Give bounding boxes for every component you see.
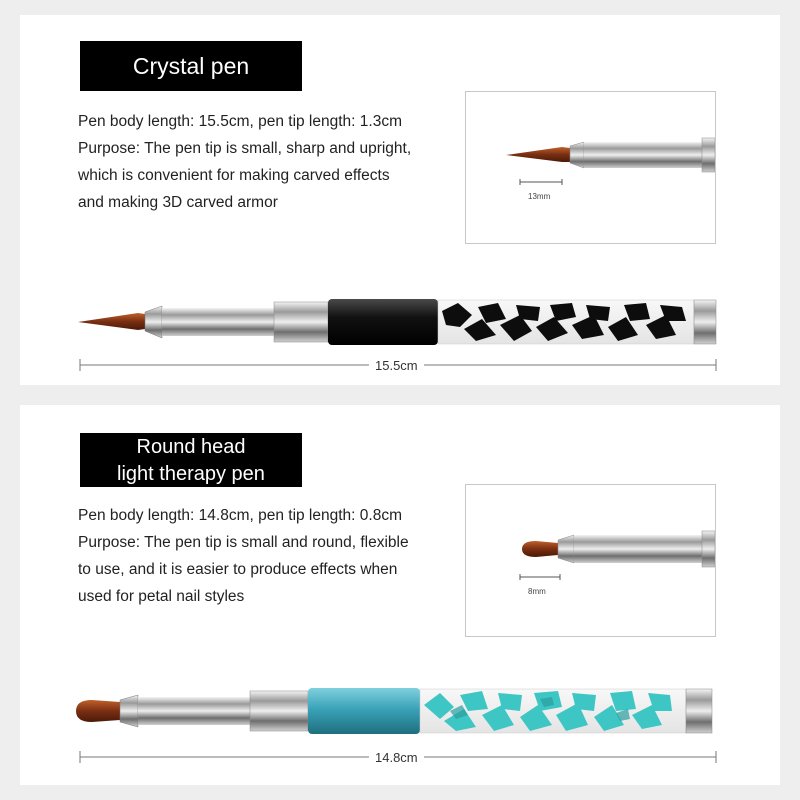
product-panel-round-head-pen [20, 405, 780, 785]
total-length-label: 14.8cm [369, 750, 424, 765]
description-line: which is convenient for making carved effects [78, 167, 390, 184]
product-title [80, 41, 302, 91]
product-title-line: Crystal pen [132, 53, 250, 79]
product-title-line: Round head [136, 436, 246, 458]
product-title-line: light therapy pen [117, 463, 265, 485]
tip-closeup-inset [465, 484, 716, 637]
description-line: Purpose: The pen tip is small, sharp and upright, [78, 140, 412, 157]
description-line: to use, and it is easier to produce effects when [78, 561, 398, 578]
total-length-label: 15.5cm [369, 358, 424, 373]
product-panel-crystal-pen [20, 15, 780, 385]
tip-closeup-inset [465, 91, 716, 244]
description-line: Pen body length: 14.8cm, pen tip length: 0.8cm [78, 507, 402, 524]
description-line: used for petal nail styles [78, 588, 245, 605]
product-title [80, 433, 302, 487]
tip-scale-label: 8mm [528, 587, 546, 596]
description-line: Pen body length: 15.5cm, pen tip length: 1.3cm [78, 113, 402, 130]
tip-scale-label: 13mm [528, 192, 551, 201]
product-description [78, 108, 468, 216]
tip-closeup-round-brush-icon [466, 485, 715, 636]
tip-closeup-pointed-brush-icon [466, 92, 715, 243]
product-description [78, 502, 468, 610]
description-line: Purpose: The pen tip is small and round, flexible [78, 534, 409, 551]
description-line: and making 3D carved armor [78, 194, 278, 211]
